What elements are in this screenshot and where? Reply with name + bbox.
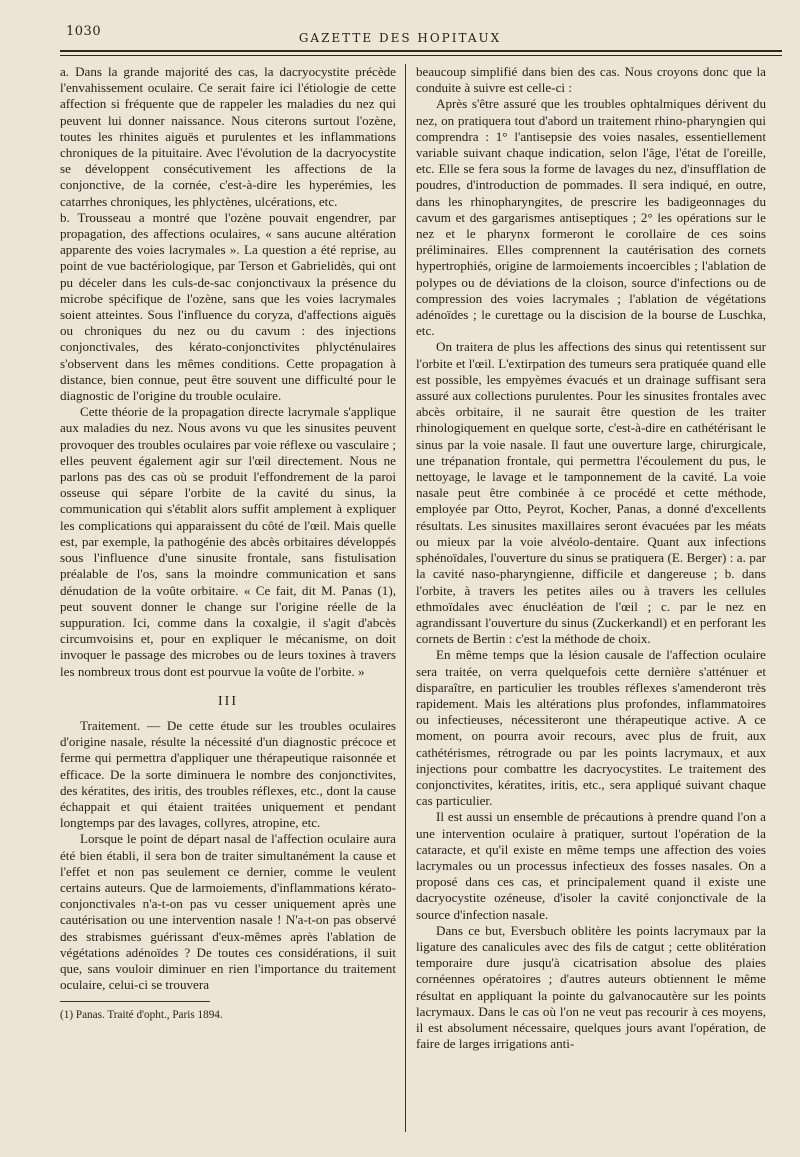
paragraph-sinus: On traitera de plus les affections des sinus qui retentissent sur l'orbite et l'œil. L'extirpation des tumeurs sera pratiquée quand elle est possible, les empyèmes évacués et un drainage suffisant sera assuré aux collections purulentes. Pour les sinusites frontales avec abcès orbitaire, il ne saurait être question de les traiter rhinologiquement en quelque sorte, c'est-à-dire en cathétérisant le sinus par la voie nasale. Il faut une ouverture large, chirurgicale, une trépanation frontale, qui permettra l'écoulement du pus, le nettoyage, le lavage et le tamponnement de la cavité. La voie nasale peut être combinée à ce procédé et cette méthode, employée par Otto, Peyrot, Kocher, Panas, a donné d'excellents résultats. Les sinusites maxillaires seront évacuées par les méats ou mieux par la voie alvéolo-dentaire. Quant aux infections sphénoïdales, l'ouverture du sinus se pratiquera (E. Berger) : a. par la cavité naso-pharyngienne, difficile et dangereuse ; b. dans l'orbite, à travers les petites ailes ou à travers les cellules ethmoïdales avec énucléation de l'œil ; c. par le nez en agrandissant l'ouverture du sinus (Zuckerkandl) et en perforant les cornets de Bertin : c'est la méthode de choix. (416, 339, 766, 647)
paragraph-rhino-pharyngien: Après s'être assuré que les troubles ophtalmiques dérivent du nez, on pratiquera tout d'abord un traitement rhino-pharyngien qui comprendra : 1° l'antisepsie des voies nasales, essentiellement variable suivant chaque indication, selon l'âge, l'état de l'oreille, etc. Elle se fera sous la forme de lavages du nez, d'insufflation de poudres, d'introduction de pommades. Il sera indiqué, en outre, dans les rhinopharyngites, de prescrire les badigeonnages du cavum et des gargarismes antiseptiques ; 2° les opérations sur le nez et le pharynx formeront le corollaire de ces soins préliminaires. Elles comprennent la cautérisation des cornets hypertrophiés, origine de larmoiements incoercibles ; l'ablation de polypes ou de déviations de la cloison, source d'infections ou de compression des voies lacrymales ; l'ablation de végétations adénoïdes ; le curettage ou la discision de la bourse de Luschka, etc. (416, 96, 766, 339)
paragraph-a: a. Dans la grande majorité des cas, la dacryocystite précède l'envahissement oculaire. Ce serait faire ici l'étiologie de cette affection si fréquente que de rappeler les maladies du nez qui peuvent lui donner naissance. Nous citerons surtout l'ozène, toutes les rhinites aiguës et purulentes et les inflammations chroniques de la pituitaire. Avec l'évolution de la dacryocystite se développent consécutivement les affections de la conjonctive, de la cornée, c'est-à-dire les hyperémies, les catarrhes chroniques, les phlyctènes, ulcérations, etc. (60, 64, 396, 209)
footnote: (1) Panas. Traité d'opht., Paris 1894. (60, 1009, 223, 1022)
paragraph-meme-temps: En même temps que la lésion causale de l'affection oculaire sera traitée, on verra quelquefois cette dernière s'atténuer et disparaître, en particulier les troubles réflexes s'amenderont très rapidement. Mais les altérations plus profondes, inflammatoires ou infectieuses, nécessiteront une thérapeutique active. A ce moment, on pourra avoir recours, avec plus de fruit, aux cathétérismes, rétrograde ou par les points lacrymaux, et aux injections pour combattre les dacryocystites. Le traitement des conjonctivites, kératites, iritis, etc., sera appliqué suivant chaque cas particulier. (416, 647, 766, 809)
journal-title: GAZETTE DES HOPITAUX (298, 31, 502, 45)
left-column (60, 64, 396, 1022)
footnote-rule (60, 1001, 210, 1002)
paragraph-continuation: beaucoup simplifié dans bien des cas. Nous croyons donc que la conduite à suivre est celle-ci : (416, 64, 766, 96)
paragraph-precautions: Il est aussi un ensemble de précautions à prendre quand l'on a une intervention oculaire à pratiquer, surtout l'opération de la cataracte, et qu'il existe en même temps une affection des voies lacrymales ou un processus infectieux des fosses nasales. On a proposé dans ces cas, et principalement quand il existe une dacryocystite ozéneuse, d'isoler la cavité conjonctivale de la source d'infection nasale. (416, 809, 766, 922)
paragraph-eversbuch: Dans ce but, Eversbuch oblitère les points lacrymaux par la ligature des canalicules avec des fils de catgut ; cette oblitération temporaire dure jusqu'à cicatrisation absolue des plaies cornéennes opératoires ; d'autres auteurs obtiennent le même résultat en appliquant la pointe du galvanocautère sur les points lacrymaux. Dans le cas où l'on ne veut pas recourir à ces moyens, il est absolument nécessaire, quelques jours avant l'opération, de faire de larges irrigations anti- (416, 922, 766, 1052)
paragraph-point-de-depart: Lorsque le point de départ nasal de l'affection oculaire aura été bien établi, il sera bon de traiter simultanément la cause et l'effet et non pas seulement ce dernier, comme le veulent certains auteurs. Que de larmoiements, d'inflammations kérato-conjonctivales n'a-t-on pas vu cesser uniquement après une cautérisation ou une intervention nasale ! N'a-t-on pas observé des strabismes guérissant d'eux-mêmes après l'ablation de végétations adénoïdes ? De toutes ces considérations, il suit que, sans vouloir diminuer en rien l'importance du traitement oculaire, celui-ci se trouvera (60, 831, 396, 993)
paragraph-b: b. Trousseau a montré que l'ozène pouvait engendrer, par propagation, des affections oculaires, « sans aucune altération apparente des voies lacrymales ». La question a été reprise, au point de vue bactériologique, par Terson et Gabrielidès, qui ont pu déceler dans les culs-de-sac conjonctivaux la présence du microbe spécifique de l'ozène, sans que les voies lacrymales soient atteintes. Sous l'influence du coryza, d'affections aiguës ou chroniques du nez ou du cavum : des injections conjonctivales, des kérato-conjonctivites phlycténulaires s'observent dans les mêmes conditions. Cette propagation à distance, bien connue, peut être souvent une difficulté pour le diagnostic de l'origine du trouble oculaire. (60, 209, 396, 404)
header-rule-thin (60, 55, 782, 56)
paragraph-propagation: Cette théorie de la propagation directe lacrymale s'applique aux maladies du nez. Nous avons vu que les sinusites peuvent provoquer des troubles oculaires par voie réflexe ou vasculaire ; elles peuvent également agir sur l'œil directement. Nous ne parlons pas des cas où se produit l'effondrement de la paroi osseuse qui sépare l'orbite de la cavité du sinus, la communication qui s'établit alors suffit amplement à expliquer les complications qui apparaissent du côté de l'œil. Mais quelle est, par exemple, la pathogénie des abcès orbitaires développés sous l'influence d'une sinusite frontale, sans fistulisation préalable de l'os, sans la moindre communication et sans dénudation de la voûte orbitaire. « Ce fait, dit M. Panas (1), peut souvent donner le change sur l'origine réelle de la suppuration. Ici, comme dans la coxalgie, il s'agit d'abcès circumvoisins et, pour en expliquer le mécanisme, on doit invoquer le passage des microbes ou de leurs toxines à travers les nombreux trous dont est pourvue la voûte de l'orbite. » (60, 404, 396, 679)
paragraph-traitement: Traitement. — De cette étude sur les troubles oculaires d'origine nasale, résulte la nécessité d'un diagnostic précoce et ferme qui permettra d'appliquer une thérapeutique raisonnée et efficace. De la sorte diminuera le nombre des conjonctivites, des kératites, des iritis, des troubles réflexes, etc., dont la cause échappait et qui étaient traitées uniquement et pendant longtemps par des lavages, collyres, atropine, etc. (60, 717, 396, 831)
section-heading: III (218, 693, 238, 709)
right-column (416, 64, 766, 1052)
header-rule (60, 50, 782, 52)
column-divider (405, 64, 406, 1132)
page-number: 1030 (66, 24, 102, 39)
